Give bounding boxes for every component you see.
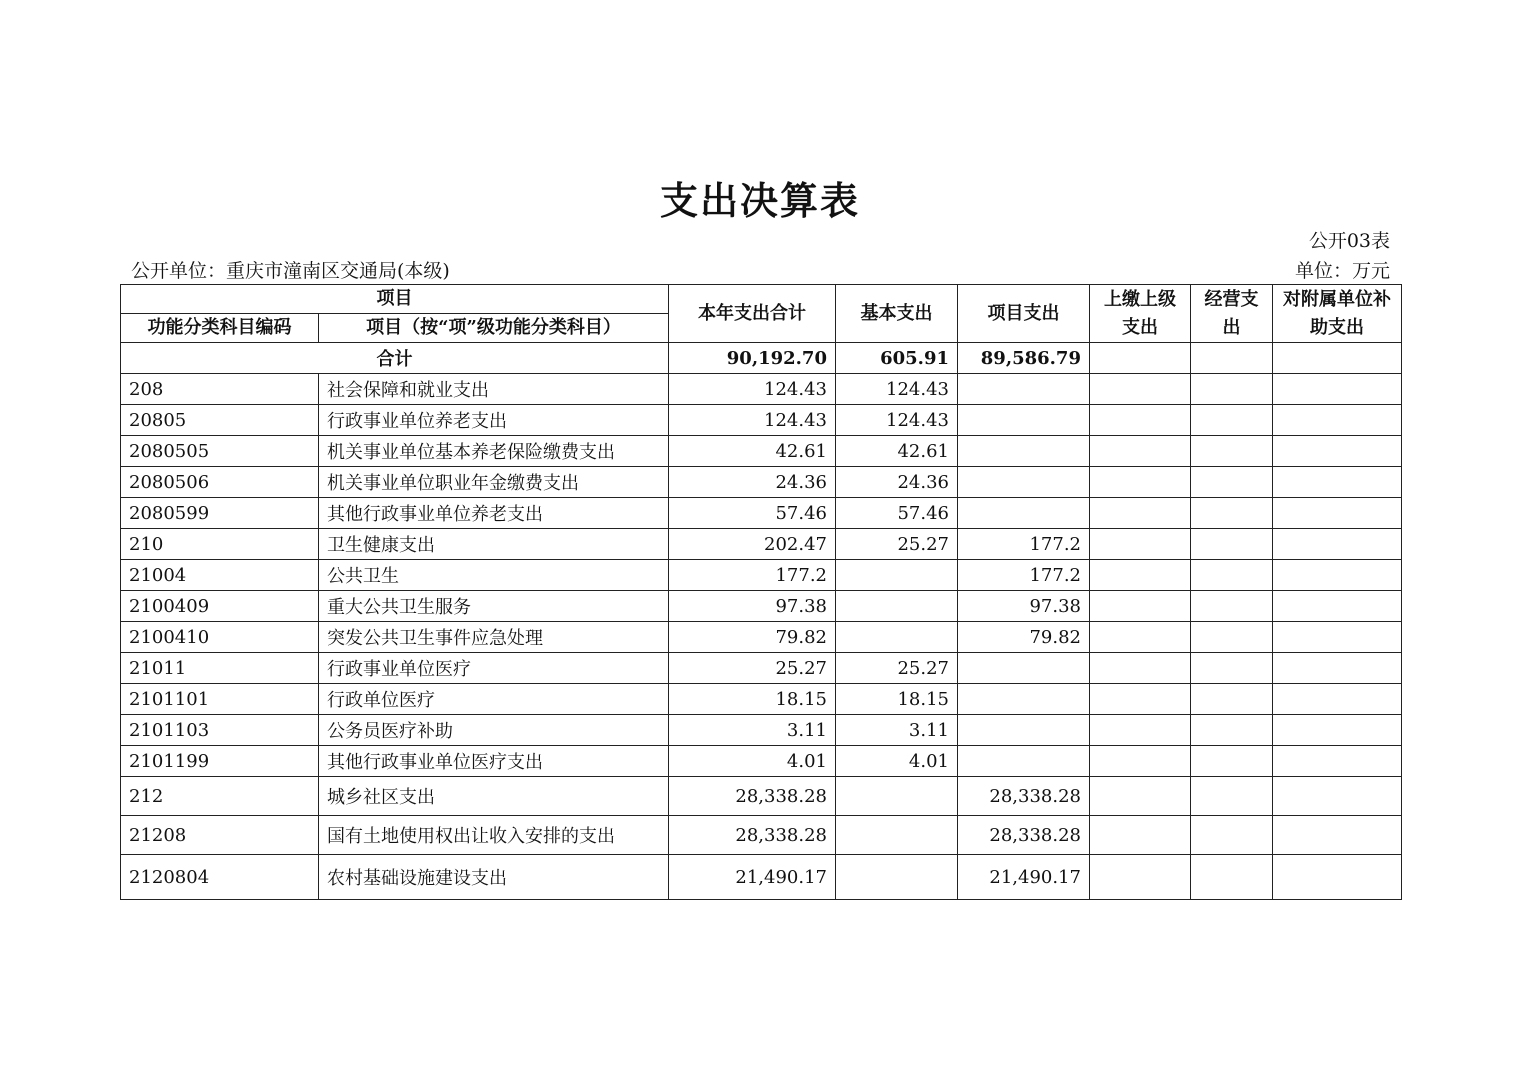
currency-unit: 单位：万元 [1294, 260, 1390, 282]
row-basic [836, 560, 958, 591]
row-business [1191, 746, 1273, 777]
total-project: 89,586.79 [958, 343, 1090, 374]
row-code: 2120804 [121, 855, 319, 900]
row-upper [1090, 622, 1191, 653]
row-upper [1090, 746, 1191, 777]
row-subsidy [1273, 622, 1402, 653]
total-subsidy [1273, 343, 1402, 374]
row-total: 124.43 [669, 405, 836, 436]
row-code: 20805 [121, 405, 319, 436]
row-name: 农村基础设施建设支出 [319, 855, 669, 900]
row-basic: 25.27 [836, 653, 958, 684]
row-project [958, 467, 1090, 498]
row-business [1191, 591, 1273, 622]
row-total: 24.36 [669, 467, 836, 498]
row-upper [1090, 467, 1191, 498]
table-row [121, 622, 1402, 653]
row-name: 重大公共卫生服务 [319, 591, 669, 622]
row-total: 124.43 [669, 374, 836, 405]
row-business [1191, 622, 1273, 653]
row-name: 行政事业单位养老支出 [319, 405, 669, 436]
row-subsidy [1273, 467, 1402, 498]
row-project: 97.38 [958, 591, 1090, 622]
table-row [121, 529, 1402, 560]
row-code: 2101103 [121, 715, 319, 746]
row-project: 177.2 [958, 560, 1090, 591]
row-project [958, 436, 1090, 467]
row-code: 21004 [121, 560, 319, 591]
header-code: 功能分类科目编码 [121, 314, 319, 343]
table-row [121, 684, 1402, 715]
row-project: 79.82 [958, 622, 1090, 653]
table-row [121, 405, 1402, 436]
row-basic: 18.15 [836, 684, 958, 715]
row-code: 2080599 [121, 498, 319, 529]
row-upper [1090, 653, 1191, 684]
row-project: 28,338.28 [958, 777, 1090, 816]
row-business [1191, 405, 1273, 436]
row-project [958, 746, 1090, 777]
total-upper [1090, 343, 1191, 374]
row-total: 28,338.28 [669, 816, 836, 855]
row-business [1191, 529, 1273, 560]
header-item: 项目 [121, 285, 669, 314]
table-row [121, 715, 1402, 746]
row-subsidy [1273, 684, 1402, 715]
row-name: 卫生健康支出 [319, 529, 669, 560]
row-subsidy [1273, 405, 1402, 436]
row-basic [836, 816, 958, 855]
row-total: 3.11 [669, 715, 836, 746]
row-basic: 4.01 [836, 746, 958, 777]
row-project: 28,338.28 [958, 816, 1090, 855]
row-business [1191, 560, 1273, 591]
row-total: 57.46 [669, 498, 836, 529]
row-name: 其他行政事业单位养老支出 [319, 498, 669, 529]
row-subsidy [1273, 436, 1402, 467]
row-subsidy [1273, 715, 1402, 746]
row-upper [1090, 560, 1191, 591]
row-code: 2100410 [121, 622, 319, 653]
row-project: 177.2 [958, 529, 1090, 560]
row-code: 212 [121, 777, 319, 816]
row-upper [1090, 855, 1191, 900]
row-project [958, 715, 1090, 746]
row-total: 97.38 [669, 591, 836, 622]
row-total: 42.61 [669, 436, 836, 467]
table-row [121, 653, 1402, 684]
header-subsidy: 对附属单位补助支出 [1273, 285, 1402, 343]
row-basic: 24.36 [836, 467, 958, 498]
row-name: 突发公共卫生事件应急处理 [319, 622, 669, 653]
row-code: 210 [121, 529, 319, 560]
row-basic [836, 777, 958, 816]
row-code: 21011 [121, 653, 319, 684]
row-subsidy [1273, 777, 1402, 816]
row-code: 21208 [121, 816, 319, 855]
row-basic: 42.61 [836, 436, 958, 467]
form-number: 公开03表 [1308, 230, 1390, 252]
row-code: 2080506 [121, 467, 319, 498]
row-name: 机关事业单位职业年金缴费支出 [319, 467, 669, 498]
row-total: 4.01 [669, 746, 836, 777]
row-basic: 57.46 [836, 498, 958, 529]
row-upper [1090, 374, 1191, 405]
table-row [121, 467, 1402, 498]
row-subsidy [1273, 560, 1402, 591]
row-upper [1090, 498, 1191, 529]
row-business [1191, 436, 1273, 467]
row-basic: 25.27 [836, 529, 958, 560]
header-basic: 基本支出 [836, 285, 958, 343]
row-subsidy [1273, 591, 1402, 622]
row-code: 208 [121, 374, 319, 405]
table-row [121, 374, 1402, 405]
row-name: 行政单位医疗 [319, 684, 669, 715]
row-project [958, 374, 1090, 405]
row-subsidy [1273, 653, 1402, 684]
row-total: 202.47 [669, 529, 836, 560]
row-business [1191, 855, 1273, 900]
total-amount: 90,192.70 [669, 343, 836, 374]
table-row [121, 816, 1402, 855]
row-total: 28,338.28 [669, 777, 836, 816]
row-upper [1090, 684, 1191, 715]
row-business [1191, 467, 1273, 498]
row-name: 国有土地使用权出让收入安排的支出 [319, 816, 669, 855]
total-basic: 605.91 [836, 343, 958, 374]
row-upper [1090, 529, 1191, 560]
table-row [121, 855, 1402, 900]
row-project: 21,490.17 [958, 855, 1090, 900]
row-code: 2080505 [121, 436, 319, 467]
row-project [958, 653, 1090, 684]
row-basic [836, 622, 958, 653]
row-upper [1090, 816, 1191, 855]
row-subsidy [1273, 529, 1402, 560]
header-total: 本年支出合计 [669, 285, 836, 343]
row-business [1191, 374, 1273, 405]
row-subsidy [1273, 374, 1402, 405]
table-row [121, 746, 1402, 777]
header-name: 项目（按“项”级功能分类科目） [319, 314, 669, 343]
row-subsidy [1273, 855, 1402, 900]
table-row [121, 498, 1402, 529]
row-upper [1090, 591, 1191, 622]
row-business [1191, 498, 1273, 529]
row-name: 行政事业单位医疗 [319, 653, 669, 684]
row-business [1191, 684, 1273, 715]
unit-info-row [131, 256, 1390, 282]
row-basic [836, 855, 958, 900]
row-total: 177.2 [669, 560, 836, 591]
row-name: 公务员医疗补助 [319, 715, 669, 746]
row-basic: 3.11 [836, 715, 958, 746]
row-upper [1090, 436, 1191, 467]
row-upper [1090, 715, 1191, 746]
row-name: 城乡社区支出 [319, 777, 669, 816]
row-project [958, 405, 1090, 436]
row-subsidy [1273, 746, 1402, 777]
row-code: 2101199 [121, 746, 319, 777]
row-business [1191, 816, 1273, 855]
page-title: 支出决算表 [659, 178, 860, 223]
row-project [958, 684, 1090, 715]
row-total: 25.27 [669, 653, 836, 684]
row-business [1191, 777, 1273, 816]
row-basic: 124.43 [836, 374, 958, 405]
row-upper [1090, 777, 1191, 816]
row-name: 机关事业单位基本养老保险缴费支出 [319, 436, 669, 467]
table-row [121, 436, 1402, 467]
table-row [121, 560, 1402, 591]
total-label: 合计 [121, 343, 669, 374]
row-subsidy [1273, 498, 1402, 529]
row-total: 21,490.17 [669, 855, 836, 900]
row-business [1191, 653, 1273, 684]
row-basic: 124.43 [836, 405, 958, 436]
row-name: 其他行政事业单位医疗支出 [319, 746, 669, 777]
row-business [1191, 715, 1273, 746]
table-row [121, 777, 1402, 816]
row-total: 18.15 [669, 684, 836, 715]
row-name: 社会保障和就业支出 [319, 374, 669, 405]
expenditure-table [120, 284, 1402, 900]
row-total: 79.82 [669, 622, 836, 653]
row-project [958, 498, 1090, 529]
table-row [121, 591, 1402, 622]
row-upper [1090, 405, 1191, 436]
row-name: 公共卫生 [319, 560, 669, 591]
row-basic [836, 591, 958, 622]
row-code: 2101101 [121, 684, 319, 715]
publishing-unit: 公开单位：重庆市潼南区交通局(本级) [131, 260, 450, 282]
total-business [1191, 343, 1273, 374]
header-project: 项目支出 [958, 285, 1090, 343]
row-subsidy [1273, 816, 1402, 855]
total-row [121, 343, 1402, 374]
header-business: 经营支出 [1191, 285, 1273, 343]
header-upper: 上缴上级支出 [1090, 285, 1191, 343]
row-code: 2100409 [121, 591, 319, 622]
